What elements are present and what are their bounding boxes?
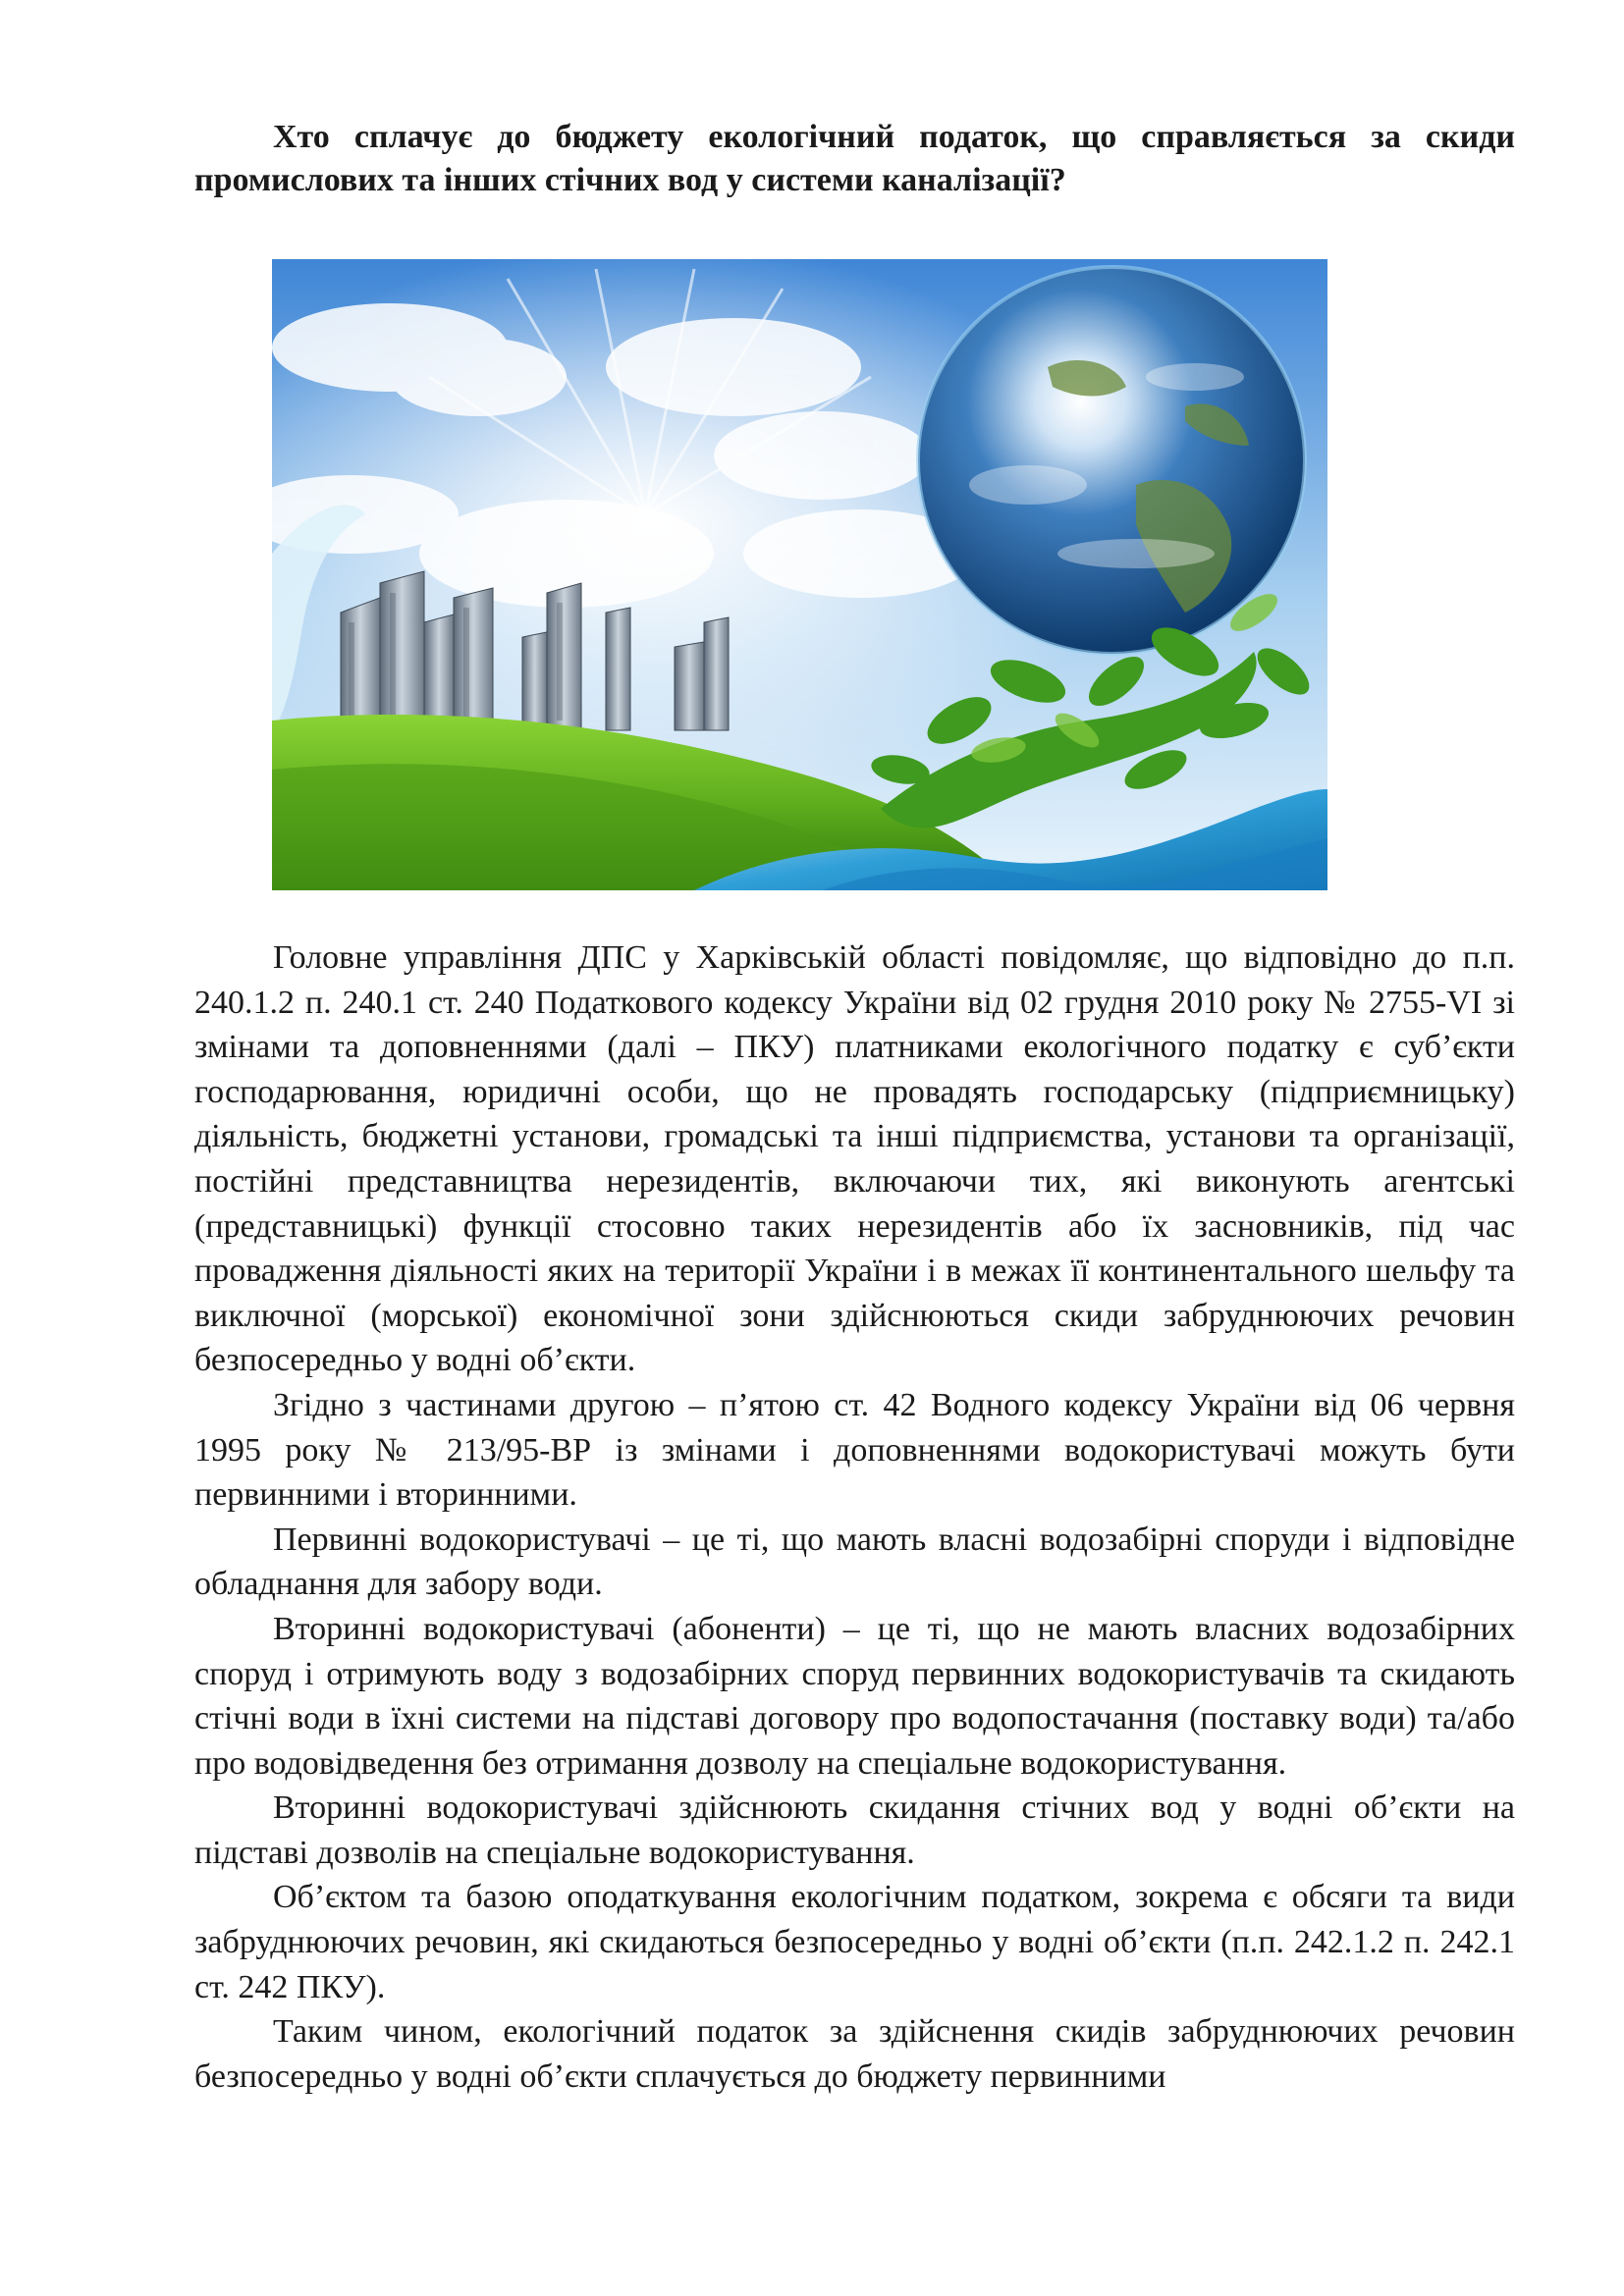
- paragraph: Згідно з частинами другою – п’ятою ст. 42 Водного кодексу України від 06 червня 1995 року № 213/95-ВР із змінами і доповненнями водокористувачі можуть бути первинними і вторинними.: [194, 1386, 1515, 1514]
- article-body: [194, 935, 1515, 2099]
- paragraph: Таким чином, екологічний податок за здійснення скидів забруднюючих речовин безпосередньо у водні об’єкти сплачується до бюджету первинними: [194, 2013, 1515, 2095]
- paragraph: Головне управління ДПС у Харківській області повідомляє, що відповідно до п.п. 240.1.2 п. 240.1 ст. 240 Податкового кодексу України від 02 грудня 2010 року № 2755-VI зі змінами та доповненнями (далі – ПКУ) платниками екологічного податку є суб’єкти господарювання, юридичні особи, що не провадять господарську (підприємницьку) діяльність, бюджетні установи, громадські та інші підприємства, установи та організації, постійні представництва нерезидентів, включаючи тих, які виконують агентські (представницькі) функції стосовно таких нерезидентів або їх засновників, під час провадження діяльності яких на території України і в межах її континентального шельфу та виключної (морської) економічної зони здійснюються скиди забруднюючих речовин безпосередньо у водні об’єкти.: [194, 939, 1515, 1379]
- document-title: Хто сплачує до бюджету екологічний податок, що справляється за скиди промислових та інших стічних вод у системи каналізації?: [194, 119, 1515, 198]
- paragraph: Вторинні водокористувачі (абоненти) – це ті, що не мають власних водозабірних споруд і отримують воду з водозабірних споруд первинних водокористувачів та скидають стічні води в їхні системи на підставі договору про водопостачання (поставку води) та/або про водовідведення без отримання дозволу на спеціальне водокористування.: [194, 1610, 1515, 1782]
- paragraph: Об’єктом та базою оподаткування екологічним податком, зокрема є обсяги та види забруднюючих речовин, які скидаються безпосередньо у водні об’єкти (п.п. 242.1.2 п. 242.1 ст. 242 ПКУ).: [194, 1879, 1515, 2005]
- paragraph: Первинні водокористувачі – це ті, що мають власні водозабірні споруди і відповідне обладнання для забору води.: [194, 1521, 1515, 1603]
- document-page: [194, 116, 1515, 2099]
- earth-globe-city-nature-illustration: [272, 259, 1327, 890]
- paragraph: Вторинні водокористувачі здійснюють скидання стічних вод у водні об’єкти на підставі дозволів на спеціальне водокористування.: [194, 1789, 1515, 1871]
